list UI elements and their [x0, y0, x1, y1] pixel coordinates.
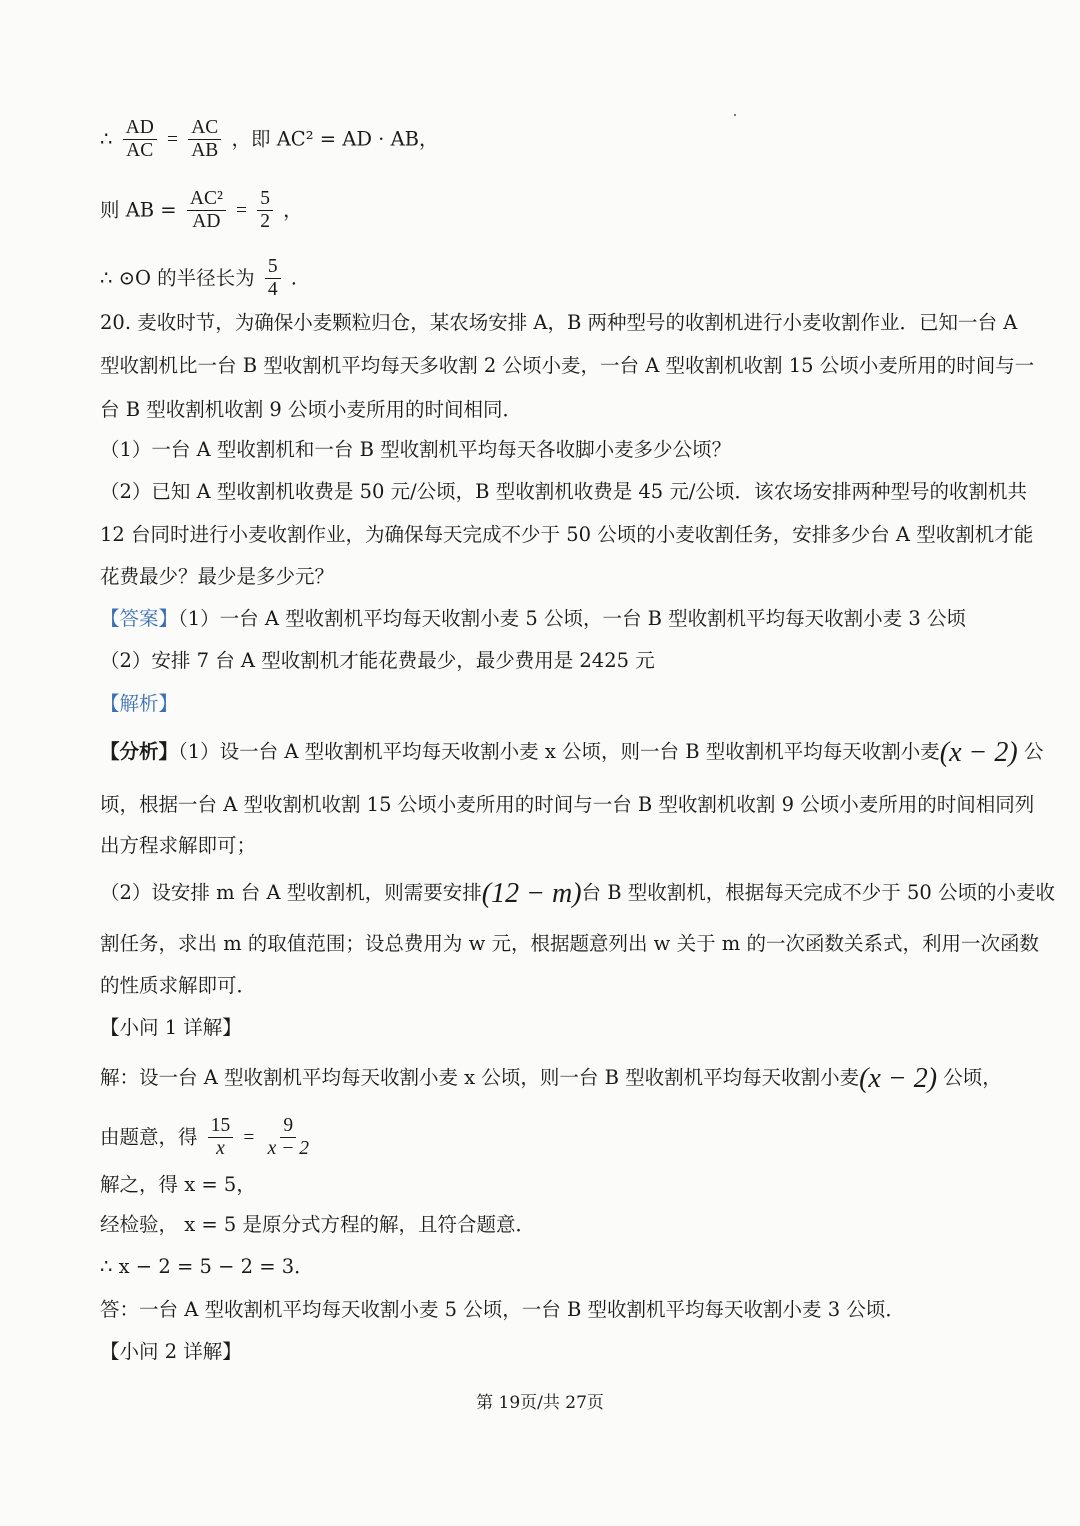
problem-text-3: 台 B 型收割机收割 9 公顷小麦所用的时间相同．	[100, 398, 523, 421]
detail-1-line-1: 解：设一台 A 型收割机平均每天收割小麦 x 公顷，则一台 B 型收割机平均每天收割小麦(x − 2) 公顷，	[100, 1063, 1002, 1094]
answer-line-1: 【答案】（1）一台 A 型收割机平均每天收割小麦 5 公顷，一台 B 型收割机平均每天收割小麦 3 公顷	[100, 607, 966, 630]
question-2-line-3: 花费最少？最少是多少元？	[100, 565, 335, 588]
analysis-line-1: 【分析】（1）设一台 A 型收割机平均每天收割小麦 x 公顷，则一台 B 型收割机平均每天收割小麦(x − 2) 公	[100, 737, 1044, 768]
answer-tag: 【答案】	[100, 607, 179, 630]
detail-1-line-4: 经检验， x = 5 是原分式方程的解，且符合题意．	[100, 1213, 536, 1236]
fraction-ad-ac: $\frac{AD}{AC}$	[123, 117, 157, 163]
proof-line-1: ∴ $\frac{AD}{AC}$ = $\frac{AC}{AB}$ ，即 AC² = AD · AB，	[100, 117, 439, 162]
analysis-line-3: 出方程求解即可；	[100, 834, 257, 857]
answer-line-2: （2）安排 7 台 A 型收割机才能花费最少，最少费用是 2425 元	[100, 649, 655, 672]
question-2-line-2: 12 台同时进行小麦收割作业，为确保每天完成不少于 50 公顷的小麦收割任务，安排多少台 A 型收割机才能	[100, 523, 1034, 546]
proof-line-3: ∴ ⊙O 的半径长为 $\frac{5}{4}$ .	[100, 256, 297, 301]
fraction-5-2: $\frac{5}{2}$	[257, 188, 273, 234]
problem-text-2: 型收割机比一台 B 型收割机平均每天多收割 2 公顷小麦，一台 A 型收割机收割 15 公顷小麦所用的时间与一	[100, 354, 1035, 377]
fraction-9-x-2: $\frac{9}{x - 2}$	[267, 1115, 309, 1160]
detail-1-title: 【小问 1 详解】	[100, 1016, 242, 1039]
analysis-line-6: 的性质求解即可．	[100, 974, 257, 997]
fraction-ac2-ad: $\frac{\text{AC²}}{AD}$	[187, 188, 226, 234]
question-2-line-1: （2）已知 A 型收割机收费是 50 元/公顷，B 型收割机收费是 45 元/公顷．该农场安排两种型号的收割机共	[100, 480, 1027, 503]
analysis-line-5: 割任务，求出 m 的取值范围；设总费用为 w 元，根据题意列出 w 关于 m 的一次函数关系式，利用一次函数	[100, 932, 1039, 955]
question-1: （1）一台 A 型收割机和一台 B 型收割机平均每天各收脚小麦多少公顷？	[100, 438, 732, 461]
proof-line-2: 则 AB = $\frac{\text{AC²}}{AD}$ = $\frac{5}{2}$ ，	[100, 188, 303, 233]
fraction-15-x: $\frac{15}{x}$	[208, 1115, 234, 1161]
detail-2-title: 【小问 2 详解】	[100, 1340, 242, 1363]
detail-1-line-5: ∴ x − 2 = 5 − 2 = 3．	[100, 1255, 314, 1278]
page-footer: 第 19页/共 27页	[476, 1393, 604, 1413]
detail-1-line-2: 由题意，得 $\frac{15}{x}$ = $\frac{9}{x - 2}$	[100, 1115, 985, 1161]
scan-speck	[734, 114, 736, 116]
analysis-line-2: 顷，根据一台 A 型收割机收割 15 公顷小麦所用的时间与一台 B 型收割机收割 9 公顷小麦所用的时间相同列	[100, 793, 1035, 816]
fraction-ac-ab: $\frac{AC}{AB}$	[188, 117, 221, 163]
problem-text-1: 20. 麦收时节，为确保小麦颗粒归仓，某农场安排 A，B 两种型号的收割机进行小麦收割作业．已知一台 A	[100, 311, 1018, 334]
fraction-5-4: $\frac{5}{4}$	[265, 256, 281, 302]
detail-1-line-6: 答：一台 A 型收割机平均每天收割小麦 5 公顷，一台 B 型收割机平均每天收割小麦 3 公顷．	[100, 1298, 905, 1321]
analysis-tag: 【解析】	[100, 692, 179, 715]
analysis-line-4: （2）设安排 m 台 A 型收割机，则需要安排(12 − m)台 B 型收割机，根据每天完成不少于 50 公顷的小麦收	[100, 878, 1055, 909]
detail-1-line-3: 解之，得 x = 5，	[100, 1173, 256, 1196]
